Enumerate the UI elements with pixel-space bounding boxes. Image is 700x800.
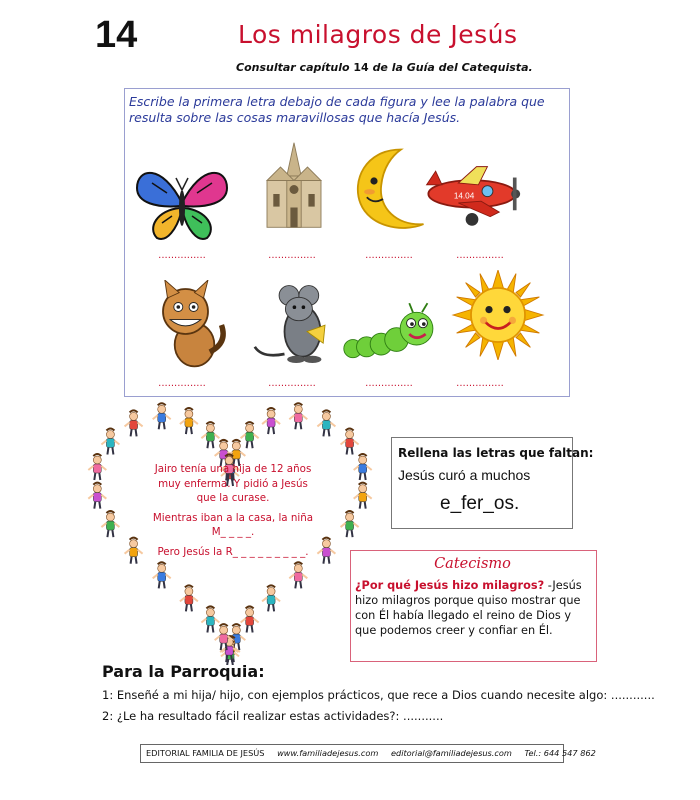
puzzle-instructions: Escribe la primera letra debajo de cada figura y lee la palabra que resulta sobre las cosas maravillosas que hacía Jesús. — [129, 94, 545, 125]
child-figure-icon — [241, 422, 259, 448]
footer-web: www.familiadejesus.com — [277, 748, 379, 758]
child-figure-icon — [153, 403, 171, 429]
footer — [140, 744, 596, 763]
child-figure-icon — [101, 429, 119, 455]
answer-blank[interactable]: ............... — [456, 378, 504, 389]
heart-story-p3: Pero Jesús la R_ _ _ _ _ _ _ _ _. — [157, 545, 309, 558]
answer-blank[interactable]: ............... — [365, 250, 413, 261]
child-figure-icon — [317, 538, 335, 564]
child-figure-icon — [354, 483, 372, 509]
airplane-icon — [422, 158, 522, 248]
chapter-number: 14 — [95, 14, 138, 56]
subtitle-number: 14 — [353, 61, 369, 74]
butterfly-icon — [132, 158, 232, 248]
fill-letters-instruction: Rellena las letras que faltan: — [398, 446, 594, 460]
child-figure-icon — [262, 408, 280, 434]
child-figure-icon — [101, 511, 119, 537]
catecismo-body — [355, 578, 593, 638]
heart-story — [148, 462, 318, 564]
footer-email: editorial@familiadejesus.com — [390, 748, 512, 758]
answer-blank[interactable]: ............... — [268, 250, 316, 261]
footer-publisher: EDITORIAL FAMILIA DE JESÚS — [146, 748, 265, 758]
page-title: Los milagros de Jesús — [238, 20, 518, 49]
subtitle-suffix: de la Guía del Catequista. — [372, 61, 533, 74]
answer-blank[interactable]: ............... — [158, 250, 206, 261]
child-figure-icon — [341, 511, 359, 537]
child-figure-icon — [125, 538, 143, 564]
caterpillar-icon — [342, 290, 442, 380]
child-figure-icon — [354, 454, 372, 480]
child-figure-icon — [241, 606, 259, 632]
child-figure-icon — [317, 410, 335, 436]
child-figure-icon — [289, 562, 307, 588]
child-figure-icon — [125, 410, 143, 436]
heart-story-p1: Jairo tenía una hija de 12 años muy enferma. Y pidió a Jesús que la curase. — [154, 463, 312, 504]
fill-letters-word[interactable]: e_fer_os. — [440, 493, 520, 514]
answer-blank[interactable]: ............... — [268, 378, 316, 389]
answer-blank[interactable]: ............... — [158, 378, 206, 389]
airplane-label: 14.04 — [453, 191, 475, 201]
church-icon — [244, 140, 344, 230]
child-figure-icon — [201, 606, 219, 632]
answer-blank[interactable]: ............... — [365, 378, 413, 389]
parroquia-question-1[interactable]: 1: Enseñé a mi hija/ hijo, con ejemplos prácticos, que rece a Dios cuando necesite algo: ............ — [102, 688, 655, 702]
fill-letters-sentence: Jesús curó a muchos — [398, 467, 531, 483]
child-figure-icon — [180, 585, 198, 611]
child-figure-icon — [201, 422, 219, 448]
heart-story-p2: Mientras iban a la casa, la niña M_ _ _ _. — [152, 511, 314, 538]
catecismo-question: ¿Por qué Jesús hizo milagros? — [355, 579, 545, 592]
catecismo-answer: -Jesús hizo milagros porque quiso mostrar que con Él había llegado el reino de Dios y que podemos creer y confiar en Él. — [355, 579, 582, 637]
subtitle-prefix: Consultar capítulo — [236, 61, 350, 74]
mouse-icon — [248, 282, 348, 372]
sun-icon — [448, 270, 548, 360]
child-figure-icon — [341, 429, 359, 455]
page-subtitle — [236, 61, 533, 74]
cat-icon — [140, 280, 240, 370]
child-figure-icon — [289, 403, 307, 429]
child-figure-icon — [262, 585, 280, 611]
footer-phone: Tel.: 644 547 862 — [524, 748, 596, 758]
child-figure-icon — [88, 483, 106, 509]
parroquia-title: Para la Parroquia: — [102, 662, 265, 681]
catecismo-title: Catecismo — [434, 556, 511, 572]
child-figure-icon — [88, 454, 106, 480]
parroquia-question-2[interactable]: 2: ¿Le ha resultado fácil realizar estas actividades?: ........... — [102, 709, 444, 723]
child-figure-icon — [180, 408, 198, 434]
answer-blank[interactable]: ............... — [456, 250, 504, 261]
child-figure-icon — [153, 562, 171, 588]
